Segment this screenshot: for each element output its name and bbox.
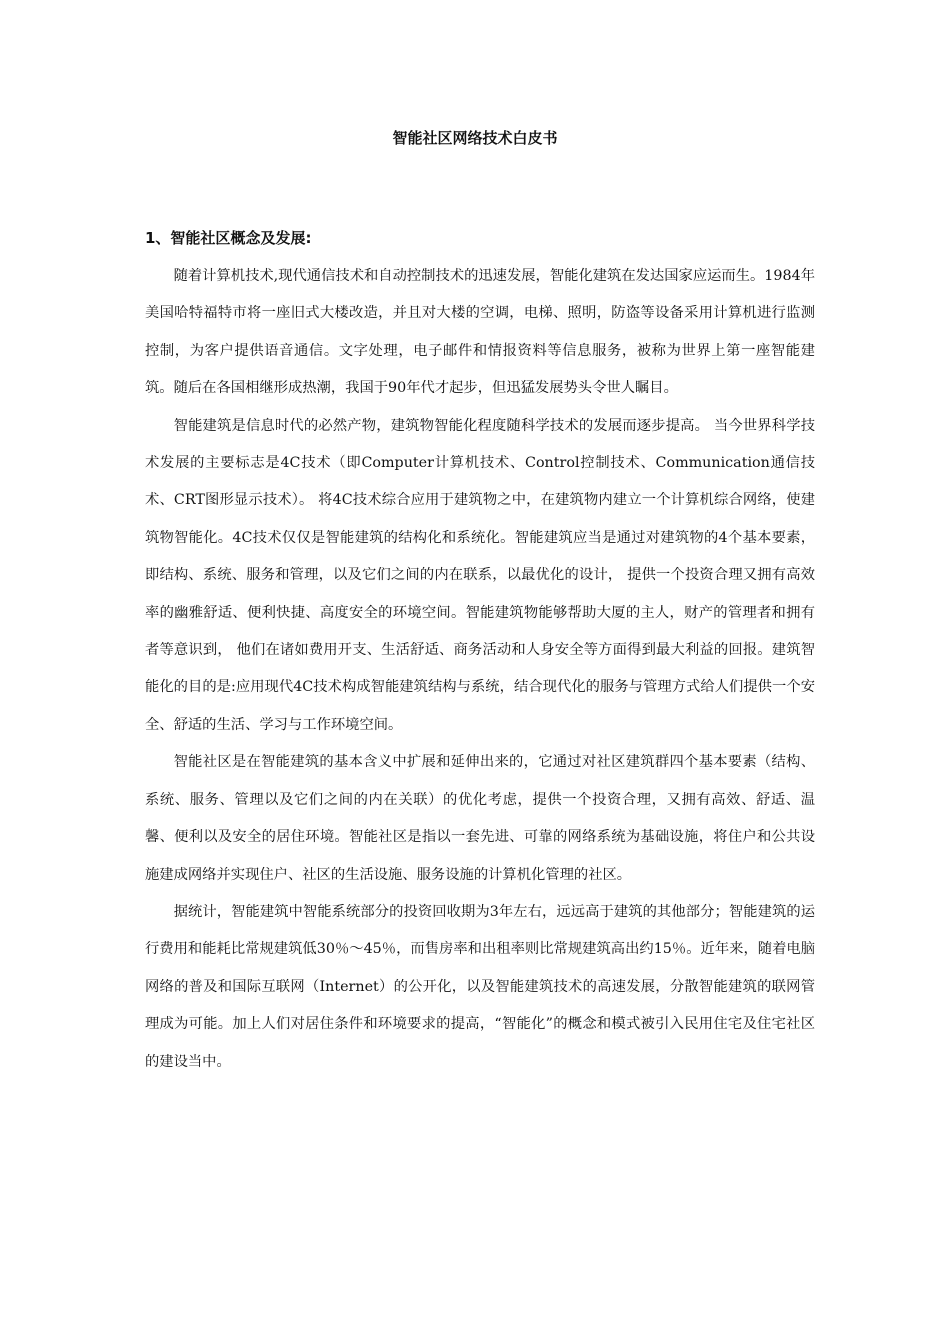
- paragraph-intelligent-building: 智能建筑是信息时代的必然产物，建筑物智能化程度随科学技术的发展而逐步提高。 当今世界科学技术发展的主要标志是4C技术（即Computer计算机技术、Control控制技术、Communication通信技术、CRT图形显示技术）。 将4C技术综合应用于建筑物之中，在建筑物内建立一个计算机综合网络，使建筑物智能化。4C技术仅仅是智能建筑的结构化和系统化。智能建筑应当是通过对建筑物的4个基本要素，即结构、系统、服务和管理，以及它们之间的内在联系，以最优化的设计， 提供一个投资合理又拥有高效率的幽雅舒适、便利快捷、高度安全的环境空间。智能建筑物能够帮助大厦的主人，财产的管理者和拥有者等意识到， 他们在诸如费用开支、生活舒适、商务活动和人身安全等方面得到最大利益的回报。建筑智能化的目的是:应用现代4C技术构成智能建筑结构与系统，结合现代化的服务与管理方式给人们提供一个安全、舒适的生活、学习与工作环境空间。: [145, 417, 815, 733]
- paragraph-statistics: 据统计，智能建筑中智能系统部分的投资回收期为3年左右，远远高于建筑的其他部分；智能建筑的运行费用和能耗比常规建筑低30％～45％，而售房率和出租率则比常规建筑高出约15％。近年来，随着电脑网络的普及和国际互联网（Internet）的公开化，以及智能建筑技术的高速发展，分散智能建筑的联网管理成为可能。加上人们对居住条件和环境要求的提高，“智能化”的概念和模式被引入民用住宅及住宅社区的建设当中。: [145, 903, 815, 1070]
- section-heading: 1、智能社区概念及发展:: [145, 229, 312, 247]
- paragraph-history: 随着计算机技术,现代通信技术和自动控制技术的迅速发展，智能化建筑在发达国家应运而生。1984年美国哈特福特市将一座旧式大楼改造，并且对大楼的空调，电梯、照明，防盗等设备采用计算机进行监测控制，为客户提供语音通信。文字处理，电子邮件和情报资料等信息服务，被称为世界上第一座智能建筑。随后在各国相继形成热潮，我国于90年代才起步，但迅猛发展势头令世人瞩目。: [145, 268, 815, 397]
- section-body: [145, 258, 815, 1081]
- document-title: 智能社区网络技术白皮书: [392, 129, 558, 147]
- paragraph-intelligent-community: 智能社区是在智能建筑的基本含义中扩展和延伸出来的，它通过对社区建筑群四个基本要素（结构、系统、服务、管理以及它们之间的内在关联）的优化考虑，提供一个投资合理，又拥有高效、舒适、温馨、便利以及安全的居住环境。智能社区是指以一套先进、可靠的网络系统为基础设施，将住户和公共设施建成网络并实现住户、社区的生活设施、服务设施的计算机化管理的社区。: [145, 754, 815, 883]
